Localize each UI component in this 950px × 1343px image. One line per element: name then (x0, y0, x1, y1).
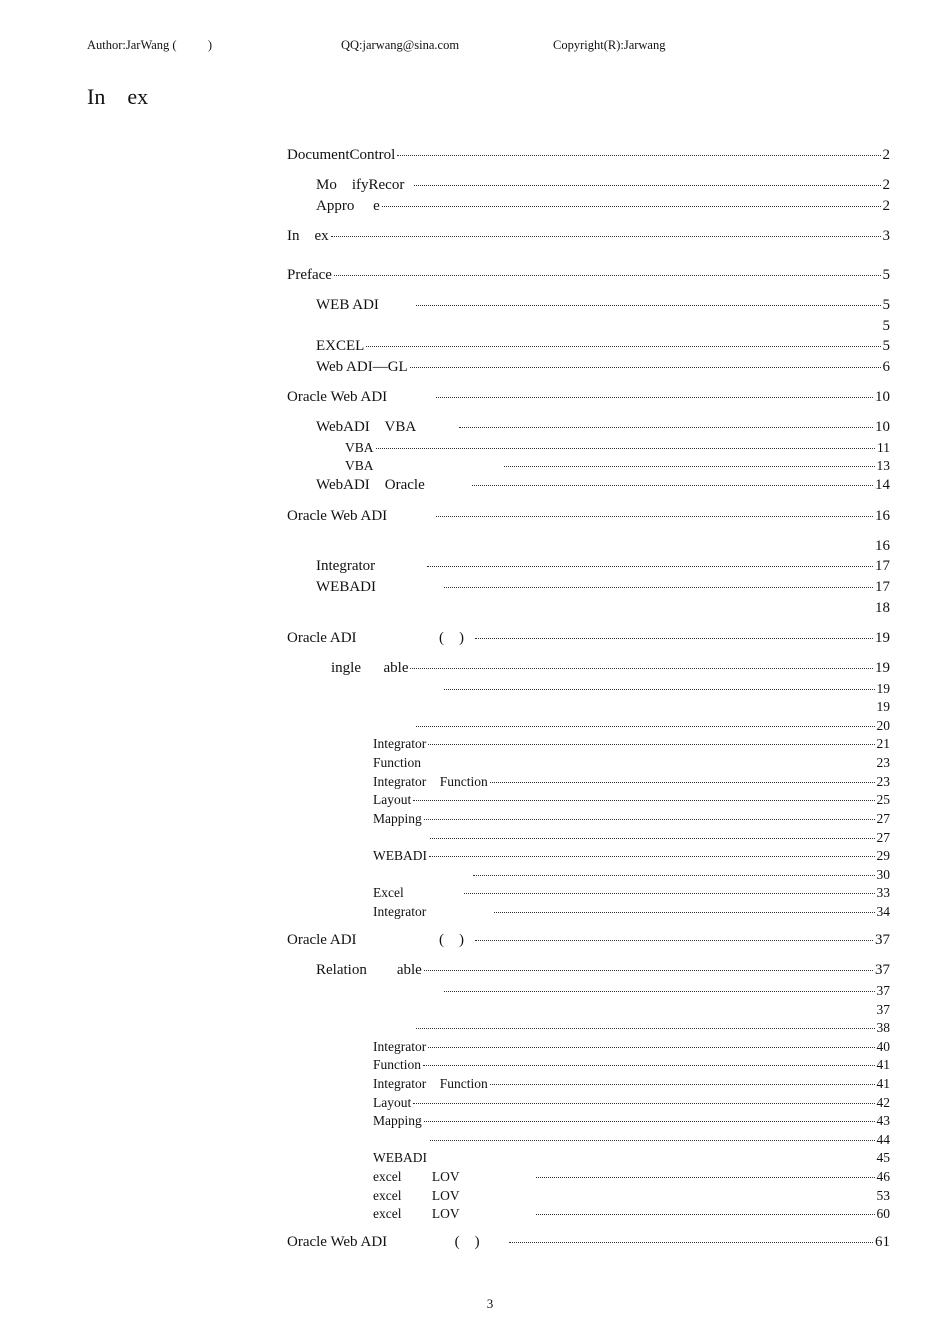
toc-dot-leader (472, 485, 873, 486)
toc-entry-page: 25 (876, 792, 890, 807)
toc-dot-leader (423, 1065, 874, 1066)
toc-dot-leader (410, 367, 881, 368)
toc-dot-leader (464, 893, 875, 894)
toc-entry[interactable] (373, 811, 890, 827)
toc-entry[interactable] (373, 1095, 890, 1111)
toc-dot-leader (459, 427, 873, 428)
toc-dot-leader (475, 940, 873, 941)
toc-entry-page: 53 (876, 1188, 890, 1203)
toc-entry[interactable] (345, 718, 890, 734)
toc-entry-page: 30 (876, 867, 890, 882)
toc-entry-page: 45 (876, 1150, 890, 1165)
toc-entry[interactable]: Mo ifyRecor 2 (316, 177, 890, 193)
toc-entry[interactable]: VBA 13 (345, 458, 890, 473)
toc-dot-leader (475, 638, 873, 639)
toc-entry-page: 17 (875, 579, 890, 595)
toc-dot-leader (436, 397, 873, 398)
toc-dot-leader (494, 912, 875, 913)
toc-entry-page: 27 (876, 830, 890, 845)
toc-entry[interactable]: Integrator 34 (373, 904, 890, 919)
toc-entry-page: 37 (876, 983, 890, 998)
toc-entry-label: Preface (287, 267, 332, 283)
toc-entry-page: 44 (876, 1132, 890, 1147)
toc-dot-leader (428, 744, 874, 745)
toc-entry-label: WEBADI (373, 1150, 427, 1165)
toc-entry-page: 16 (875, 538, 890, 554)
toc-entry-page: 17 (875, 558, 890, 574)
toc-entry-label: Integrator Function (373, 774, 488, 789)
toc-entry-page: 23 (876, 774, 890, 789)
toc-entry-page: 41 (876, 1076, 890, 1091)
header-author: Author:JarWang ( ) (87, 38, 213, 52)
toc-entry-page: 42 (876, 1095, 890, 1110)
toc-entry-label: Integrator (373, 1039, 427, 1054)
toc-entry-label: Relation able (316, 962, 422, 978)
toc-entry-page: 33 (876, 885, 890, 900)
page-number: 3 (486, 1296, 494, 1311)
toc-entry-label: WEBADI (373, 848, 427, 863)
toc-dot-leader (410, 668, 873, 669)
toc-entry[interactable] (373, 792, 890, 808)
toc-entry-page: 19 (876, 699, 890, 714)
toc-dot-leader (366, 346, 880, 347)
toc-dot-leader (430, 838, 875, 839)
toc-entry[interactable]: excel LOV 46 (373, 1169, 890, 1184)
toc-entry[interactable]: Oracle ADI ( ) 19 (287, 630, 890, 646)
toc-entry[interactable]: WEBADI 17 (316, 579, 890, 595)
toc-dot-leader (429, 856, 875, 857)
toc-entry-page: 14 (875, 477, 890, 493)
toc-entry[interactable] (345, 440, 890, 456)
toc-entry[interactable] (373, 1150, 890, 1166)
toc-entry[interactable] (316, 962, 890, 979)
toc-entry[interactable] (287, 267, 890, 284)
toc-entry[interactable]: WebADI Oracle 14 (316, 477, 890, 493)
toc-entry-page: 5 (882, 267, 890, 283)
toc-dot-leader (490, 1084, 875, 1085)
toc-dot-leader (416, 305, 881, 306)
toc-dot-leader (536, 1177, 875, 1178)
toc-entry-page: 5 (882, 338, 890, 354)
toc-entry-page: 10 (875, 389, 890, 405)
toc-entry[interactable] (345, 983, 890, 999)
toc-entry-label: Function (373, 1057, 422, 1072)
toc-entry-label: excel LOV (373, 1188, 460, 1203)
toc-entry-page: 19 (876, 681, 890, 696)
toc-dot-leader (416, 726, 875, 727)
toc-dot-leader (444, 689, 875, 690)
toc-entry[interactable] (373, 867, 890, 883)
toc-entry-label: Mapping (373, 1113, 422, 1128)
toc-dot-leader (428, 1047, 874, 1048)
toc-dot-leader (424, 1121, 875, 1122)
toc-entry-page: 18 (875, 600, 890, 616)
toc-entry[interactable] (345, 681, 890, 697)
toc-entry-page: 40 (876, 1039, 890, 1054)
toc-entry-label: In ex (287, 228, 329, 244)
toc-entry[interactable] (373, 848, 890, 864)
toc-entry-page: 21 (876, 736, 890, 751)
toc-entry-page: 16 (875, 508, 890, 524)
toc-entry-page: 61 (875, 1234, 890, 1250)
toc-entry[interactable] (373, 736, 890, 752)
toc-dot-leader (444, 991, 875, 992)
toc-entry[interactable] (316, 318, 890, 335)
toc-entry-page: 27 (876, 811, 890, 826)
toc-dot-leader (413, 1103, 874, 1104)
toc-entry-label: VBA (345, 440, 374, 455)
toc-entry-page: 5 (882, 297, 890, 313)
toc-dot-leader (413, 800, 874, 801)
toc-dot-leader (473, 875, 875, 876)
toc-entry-page: 60 (876, 1206, 890, 1221)
toc-entry-page: 34 (876, 904, 890, 919)
toc-dot-leader (424, 970, 873, 971)
toc-entry-page: 19 (875, 630, 890, 646)
toc-entry[interactable] (316, 660, 890, 677)
toc-entry[interactable] (345, 699, 890, 715)
toc-entry[interactable]: Oracle Web ADI 16 (287, 508, 890, 524)
toc-entry-label: Function (373, 755, 422, 770)
toc-entry-page: 23 (876, 755, 890, 770)
toc-entry[interactable] (316, 538, 890, 555)
toc-entry[interactable] (287, 228, 890, 245)
toc-entry-page: 2 (882, 147, 890, 163)
toc-entry[interactable] (345, 1002, 890, 1018)
toc-entry[interactable] (373, 1039, 890, 1055)
toc-dot-leader (376, 448, 875, 449)
toc-entry-page: 19 (875, 660, 890, 676)
toc-entry-label: Mapping (373, 811, 422, 826)
toc-entry-page: 41 (876, 1057, 890, 1072)
toc-dot-leader (416, 1028, 875, 1029)
toc-entry-page: 3 (882, 228, 890, 244)
toc-entry-page: 43 (876, 1113, 890, 1128)
toc-entry-page: 10 (875, 419, 890, 435)
toc-entry[interactable] (373, 755, 890, 771)
toc-entry-page: 37 (875, 932, 890, 948)
toc-dot-leader (444, 587, 873, 588)
toc-entry-label: Integrator (373, 736, 427, 751)
toc-entry[interactable]: Oracle Web ADI ( ) 61 (287, 1234, 890, 1250)
toc-entry-label: EXCEL (316, 338, 365, 354)
toc-entry-page: 46 (876, 1169, 890, 1184)
toc-dot-leader (427, 566, 873, 567)
toc-entry-page: 38 (876, 1020, 890, 1035)
toc-entry-page: 5 (882, 318, 890, 334)
toc-entry[interactable]: Oracle ADI ( ) 37 (287, 932, 890, 948)
toc-entry-page: 20 (876, 718, 890, 733)
toc-entry-label: Integrator Function (373, 1076, 488, 1091)
toc-entry[interactable] (373, 774, 890, 790)
toc-dot-leader (397, 155, 880, 156)
toc-entry[interactable] (373, 1057, 890, 1073)
header-copyright: Copyright(R):Jarwang (553, 38, 666, 52)
toc-entry[interactable]: Oracle Web ADI 10 (287, 389, 890, 405)
toc-dot-leader (490, 782, 875, 783)
toc-entry[interactable]: WebADI VBA 10 (316, 419, 890, 435)
toc-entry[interactable] (316, 338, 890, 355)
toc-entry-page: 37 (875, 962, 890, 978)
toc-entry-label: Layout (373, 1095, 412, 1110)
toc-dot-leader (536, 1214, 875, 1215)
toc-entry-page: 37 (876, 1002, 890, 1017)
page-title: In ex (87, 84, 149, 109)
toc-dot-leader (436, 516, 873, 517)
toc-entry-page: 6 (882, 359, 890, 375)
toc-entry-label: Appro e (316, 198, 380, 214)
toc-dot-leader (334, 275, 881, 276)
header-qq-email: QQ:jarwang@sina.com (341, 38, 460, 52)
toc-entry[interactable] (316, 198, 890, 215)
toc-entry[interactable] (316, 600, 890, 617)
toc-entry[interactable] (316, 359, 890, 376)
toc-entry-label: Web ADI—GL (316, 359, 408, 375)
toc-entry[interactable]: Excel 33 (373, 885, 890, 900)
toc-entry[interactable]: excel LOV 60 (373, 1206, 890, 1221)
toc-entry[interactable]: WEB ADI 5 (316, 297, 890, 313)
toc-entry[interactable] (373, 1188, 890, 1204)
toc-entry[interactable] (287, 147, 890, 164)
toc-entry[interactable] (373, 1132, 890, 1148)
toc-entry-page: 29 (876, 848, 890, 863)
toc-dot-leader (331, 236, 881, 237)
toc-entry[interactable] (373, 1113, 890, 1129)
toc-entry[interactable] (345, 1020, 890, 1036)
toc-dot-leader (430, 1140, 875, 1141)
toc-entry-page: 2 (882, 177, 890, 193)
toc-dot-leader (382, 206, 881, 207)
toc-entry[interactable] (373, 830, 890, 846)
toc-entry-label: DocumentControl (287, 147, 396, 163)
toc-entry-page: 2 (882, 198, 890, 214)
toc-entry-page: 13 (876, 458, 890, 473)
toc-entry[interactable]: Integrator 17 (316, 558, 890, 574)
toc-entry-label: ingle able (316, 660, 409, 676)
toc-dot-leader (504, 466, 875, 467)
toc-dot-leader (414, 185, 881, 186)
toc-dot-leader (509, 1242, 873, 1243)
toc-entry-label: Layout (373, 792, 412, 807)
toc-entry[interactable] (373, 1076, 890, 1092)
toc-dot-leader (424, 819, 875, 820)
toc-entry-page: 11 (877, 440, 890, 455)
